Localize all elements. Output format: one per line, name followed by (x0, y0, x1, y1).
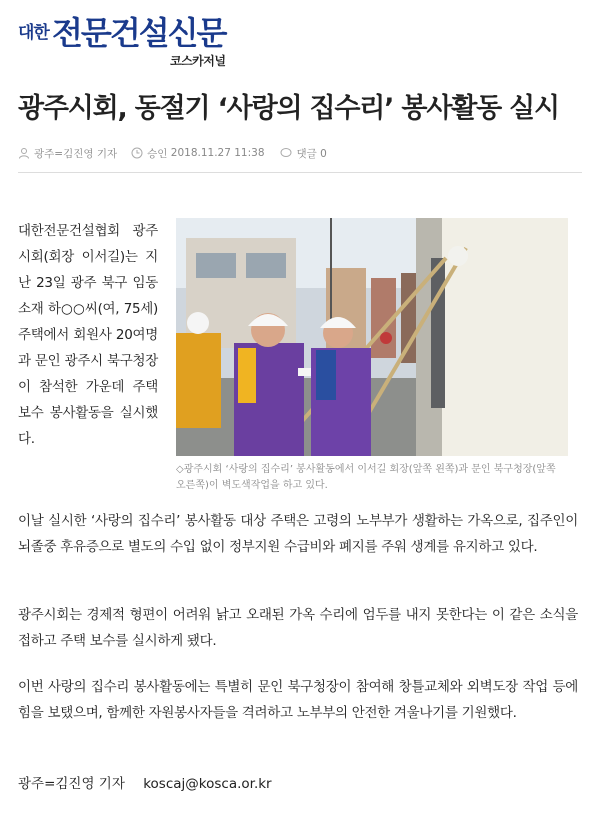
date-label: 승인 (147, 147, 168, 160)
article-paragraph-1: 이날 실시한 ‘사랑의 집수리’ 봉사활동 대상 주택은 고령의 노부부가 생활하는 가옥으로, 집주인이 뇌졸중 후유증으로 별도의 수입 없이 정부지원 수급비와 폐지를 주워 생계를 유지하고 있다. (18, 513, 578, 555)
byline-email[interactable]: koscaj@kosca.or.kr (143, 776, 272, 792)
masthead-name: 전문건설신문 (52, 14, 226, 52)
clock-icon (131, 147, 143, 159)
article-byline (18, 772, 286, 792)
volunteer-photo-image (176, 218, 568, 456)
masthead-prefix: 대한 (18, 23, 49, 43)
author-name: 광주=김진영 기자 (34, 147, 118, 160)
user-icon (18, 147, 30, 159)
byline-author: 광주=김진영 기자 (18, 776, 125, 792)
article-lead: 대한전문건설협회 광주시회(회장 이서길)는 지난 23일 광주 북구 임동 소재 하○○씨(여, 75세) 주택에서 회원사 20여명과 문인 광주시 북구청장이 참석한 가운데 주택 보수 봉사활동을 실시했다. (18, 223, 158, 447)
article-meta (18, 144, 341, 162)
date-meta (131, 146, 264, 161)
publish-date: 2018.11.27 11:38 (170, 147, 265, 159)
author-meta (18, 146, 117, 161)
article-paragraph-2: 광주시회는 경제적 형편이 어려워 낡고 오래된 가옥 수리에 엄두를 내지 못한다는 이 같은 소식을 접하고 주택 보수를 실시하게 됐다. (18, 607, 578, 649)
photo-caption: ◇광주시회 ‘사랑의 집수리’ 봉사활동에서 이서길 회장(앞쪽 왼쪽)과 문인 북구청장(앞쪽 오른쪽)이 벽도색작업을 하고 있다. (176, 464, 556, 491)
article-paragraph-3: 이번 사랑의 집수리 봉사활동에는 특별히 문인 북구청장이 참여해 창틀교체와 외벽도장 작업 등에 힘을 보탰으며, 함께한 자원봉사자들을 격려하고 노부부의 안전한 겨울나기를 기원했다. (18, 679, 578, 721)
header-divider (18, 172, 582, 173)
masthead-sub: 코스카저널 (170, 54, 226, 68)
comments-link[interactable] (279, 146, 327, 161)
article-photo[interactable] (176, 218, 568, 456)
masthead-logo[interactable] (18, 8, 258, 66)
article-title: 광주시회, 동절기 ‘사랑의 집수리’ 봉사활동 실시 (18, 93, 559, 124)
comment-count: 댓글 0 (296, 147, 327, 160)
comment-icon (279, 147, 293, 159)
